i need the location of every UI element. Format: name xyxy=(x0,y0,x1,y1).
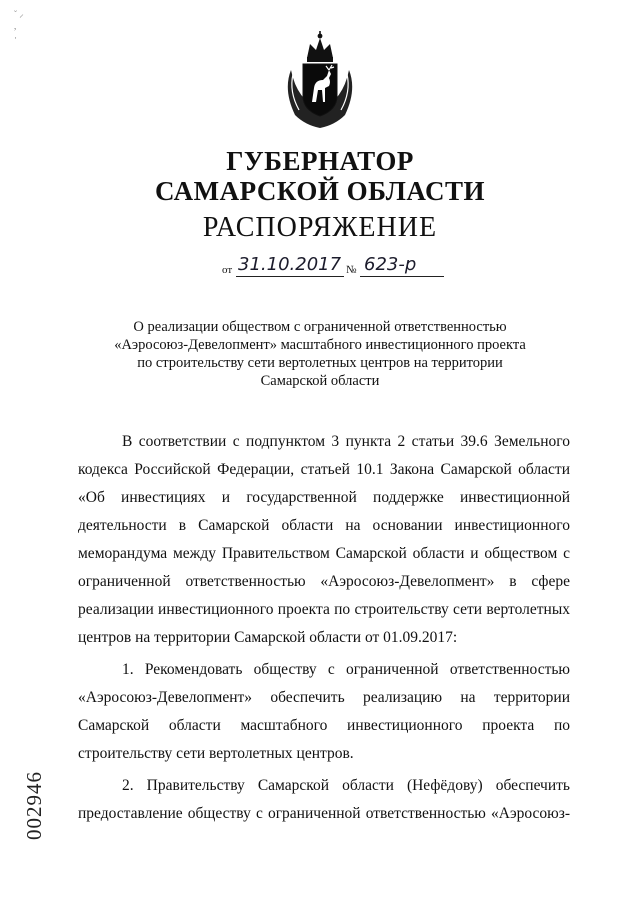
date-number-line xyxy=(222,256,452,284)
issuer-region: САМАРСКОЙ ОБЛАСТИ xyxy=(154,176,486,206)
subject-line: «Аэросоюз-Девелопмент» масштабного инвестиционного проекта xyxy=(114,337,526,353)
document-type: РАСПОРЯЖЕНИЕ xyxy=(202,212,438,243)
handwritten-number: 623-р xyxy=(364,254,417,275)
item-1-paragraph: 1. Рекомендовать обществу с ограниченной ответственностью «Аэросоюз-Девелопмент» обеспечить реализацию на территории Самарской области масштабного инвестиционного проекта по строительству сети вертолетных центров. xyxy=(78,661,570,762)
number-prefix: № xyxy=(346,264,357,276)
subject-line: Самарской области xyxy=(260,373,380,389)
preamble-paragraph: В соответствии с подпунктом 3 пункта 2 статьи 39.6 Земельного кодекса Российской Федерации, статьей 10.1 Закона Самарской области «Об инвестициях и государственной поддержке инвестиционной деятельности в Самарской области на основании инвестиционного меморандума между Правительством Самарской области и обществом с ограниченной ответственностью «Аэросоюз-Девелопмент» в сфере реализации инвестиционного проекта по строительству сети вертолетных центров на территории Самарской области от 01.09.2017: xyxy=(78,433,570,646)
samara-coat-of-arms-icon xyxy=(285,30,355,130)
item-2-paragraph: 2. Правительству Самарской области (Нефёдову) обеспечить предоставление обществу с ограниченной ответственностью «Аэросоюз- xyxy=(78,777,570,822)
scan-artifact-marks: ˘ ⸝ , · xyxy=(14,9,24,43)
date-prefix: от xyxy=(222,264,233,276)
document-body xyxy=(78,428,570,828)
issuer-title: ГУБЕРНАТОР xyxy=(226,146,414,176)
number-underline xyxy=(360,276,444,277)
date-underline xyxy=(236,276,344,277)
handwritten-date: 31.10.2017 xyxy=(238,254,342,275)
serial-number-stamp: 002946 xyxy=(22,771,46,840)
document-subject xyxy=(100,318,540,390)
subject-line: по строительству сети вертолетных центров на территории xyxy=(137,355,503,371)
subject-line: О реализации обществом с ограниченной ответственностью xyxy=(133,319,507,335)
